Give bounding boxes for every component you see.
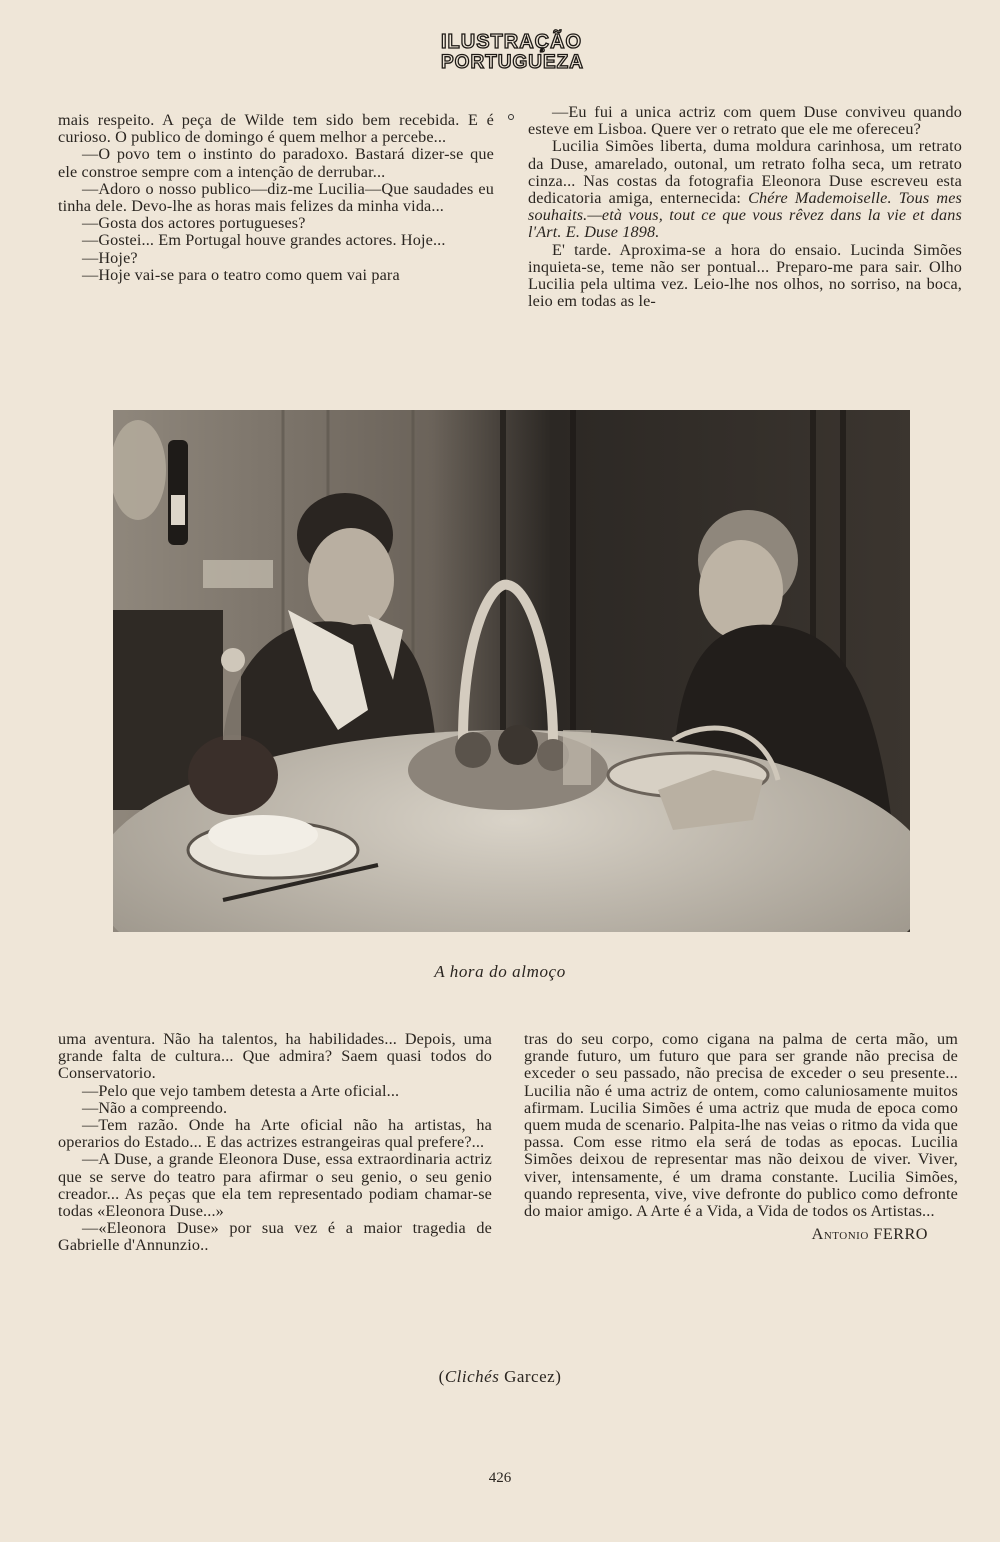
masthead-line-1: ILUSTRAÇÃO bbox=[441, 31, 583, 53]
masthead-line-2: PORTUGUEZA bbox=[441, 52, 584, 73]
masthead-ornament bbox=[508, 114, 514, 120]
column-bottom-left bbox=[58, 1031, 492, 1255]
paragraph: mais respeito. A peça de Wilde tem sido bem recebida. E é curioso. O publico de domingo é quem melhor a percebe... bbox=[58, 111, 494, 147]
paragraph bbox=[528, 138, 962, 241]
paragraph: —Tem razão. Onde ha Arte oficial não ha artistas, ha operarios do Estado... E das actrizes estrangeiras qual prefere?... bbox=[58, 1116, 492, 1152]
paragraph: —Hoje? bbox=[82, 248, 138, 267]
credits-label: Clichés bbox=[444, 1367, 500, 1386]
paragraph: —Pelo que vejo tambem detesta a Arte oficial... bbox=[82, 1081, 400, 1100]
photograph-lunch-scene bbox=[113, 410, 910, 932]
paragraph: —Hoje vai-se para o teatro como quem vai para bbox=[82, 265, 400, 284]
paragraph: —O povo tem o instinto do paradoxo. Bastará dizer-se que ele constroe sempre com a intenção de derrubar... bbox=[58, 145, 494, 181]
paragraph-text: Lucilia Simões liberta, duma moldura carinhosa, um retrato da Duse, amarelado, outonal, um retrato folha seca, um retrato cinza... Nas costas da fotografia Eleonora Duse escreveu esta dedicatoria amiga, enternecida: bbox=[528, 137, 962, 208]
paragraph: —Gosta dos actores portugueses? bbox=[82, 214, 306, 233]
column-top-right bbox=[528, 104, 962, 310]
paragraph: uma aventura. Não ha talentos, ha habilidades... Depois, uma grande falta de cultura... Que admira? Saem quasi todos do Conservatorio. bbox=[58, 1030, 492, 1083]
column-bottom-right bbox=[524, 1031, 958, 1243]
paragraph: tras do seu corpo, como cigana na palma de certa mão, um grande futuro, um futuro que para ser grande não precisa de exceder o seu passado, não precisa de exceder o seu presente... Lucilia não é uma actriz de ontem, como caluniosamente muitos afirmam. Lucilia Simões é uma actriz que muda de epoca como quem muda de scenario. Palpita-lhe nas veias o ritmo da vida que passa. Com esse ritmo ela será de todas as epocas. Lucilia Simões deixou de representar mas não deixou de viver. Viver, viver, intensamente, é um drama constante. Lucilia Simões, quando representa, vive, vive defronte do publico como defronte do maior amigo. A Arte é a Vida, a Vida de todos os Artistas... bbox=[524, 1030, 958, 1221]
photo-caption: A hora do almoço bbox=[434, 962, 566, 981]
author-signature: Antonio FERRO bbox=[811, 1225, 928, 1244]
photo-credits: (Clichés Garcez) bbox=[438, 1367, 562, 1386]
paragraph: —Adoro o nosso publico—diz-me Lucilia—Que saudades eu tinha dele. Devo-lhe as horas mais felizes da minha vida... bbox=[58, 179, 494, 216]
dedication-quote: Chére Mademoiselle. Tous mes souhaits.—età vous, tout ce que vous rêvez dans la vie et dans l'Art. E. Duse 1898. bbox=[528, 189, 963, 242]
credits-name: Garcez bbox=[504, 1367, 556, 1386]
paragraph: —Não a compreendo. bbox=[82, 1098, 228, 1117]
masthead-logo bbox=[441, 31, 584, 80]
column-top-left bbox=[58, 112, 494, 284]
paragraph: —Eu fui a unica actriz com quem Duse conviveu quando esteve em Lisboa. Quere ver o retrato que ele me ofereceu? bbox=[528, 103, 962, 139]
photo-illustration bbox=[113, 410, 910, 932]
page-number: 426 bbox=[488, 1470, 512, 1486]
paragraph: —A Duse, a grande Eleonora Duse, essa extraordinaria actriz que se serve do teatro para afirmar o seu genio, o seu genio creador... As peças que ela tem representado podiam chamar-se todas «Eleonora Duse...» bbox=[58, 1150, 492, 1221]
paragraph: —«Eleonora Duse» por sua vez é a maior tragedia de Gabrielle d'Annunzio.. bbox=[58, 1219, 492, 1255]
paragraph: E' tarde. Aproxima-se a hora do ensaio. Lucinda Simões inquieta-se, teme não ser pontual... Preparo-me para sair. Olho Lucilia pela ultima vez. Leio-lhe nos olhos, no sorriso, na boca, leio em todas as le- bbox=[528, 240, 962, 311]
paragraph: —Gostei... Em Portugal houve grandes actores. Hoje... bbox=[82, 231, 446, 250]
